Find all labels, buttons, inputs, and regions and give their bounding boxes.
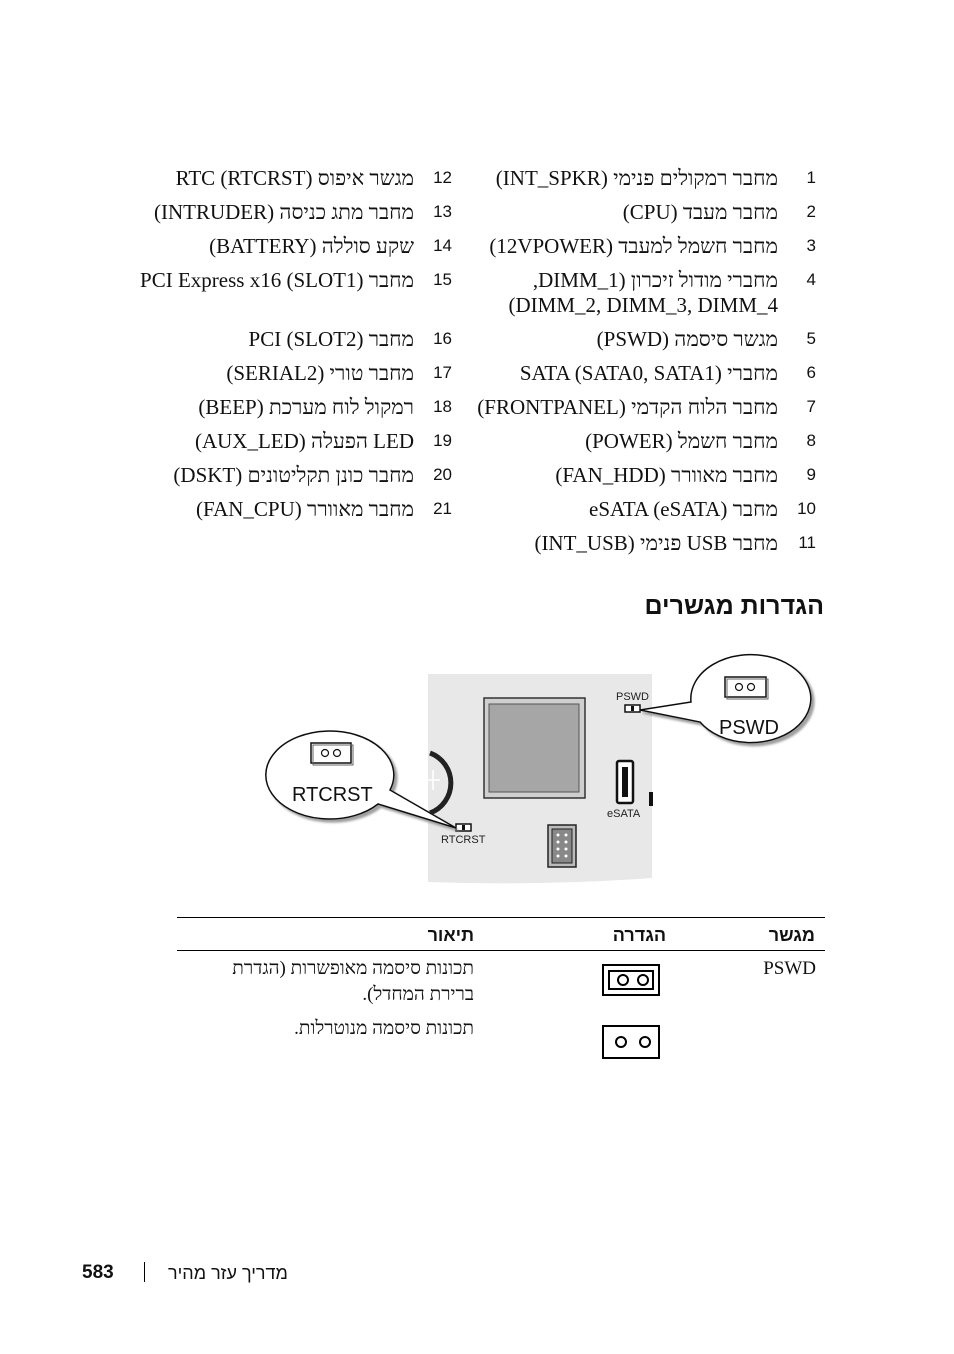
list-item (90, 234, 452, 264)
connector-label: מחבר טורי (SERIAL2) (226, 361, 414, 385)
connector-label: מגשר סיסמה (PSWD) (596, 327, 778, 351)
connector-number: 14 (433, 236, 452, 255)
page-number: 583 (82, 1262, 114, 1283)
section-heading: הגדרות מגשרים (644, 592, 824, 620)
description-line: ברירת המחדל). (362, 984, 474, 1005)
connector-number: 15 (433, 270, 452, 289)
pswd-board-label: PSWD (616, 691, 649, 703)
connector-label-continued: DIMM_2, DIMM_3, DIMM_4) (508, 293, 778, 317)
jumper-name: PSWD (763, 958, 816, 979)
connector-label: מחבר חשמל למעבד (12VPOWER) (489, 234, 778, 258)
connector-number: 12 (433, 168, 452, 187)
processor-socket-icon (484, 698, 585, 798)
connector-number: 5 (806, 329, 816, 348)
connector-label: מחברי מודול זיכרון (DIMM_1, (532, 268, 778, 292)
list-item (90, 268, 452, 298)
connector-number: 7 (806, 397, 816, 416)
header-jumper: מגשר (768, 925, 815, 945)
setting-description (294, 1016, 474, 1042)
connector-label: מחבר PCI Express x16 (SLOT1) (140, 268, 414, 292)
connector-label: מחבר מאוורר (FAN_CPU) (195, 497, 414, 521)
list-item (460, 497, 820, 527)
table-header-rule (177, 950, 825, 951)
list-item (460, 429, 820, 459)
header-description: תיאור (427, 925, 474, 945)
connector-label: רמקול לוח מערכת (BEEP) (198, 395, 414, 419)
connector-number: 9 (806, 465, 816, 484)
pswd-callout-jumper-icon (725, 677, 768, 699)
connector-number: 4 (806, 270, 816, 289)
connector-number: 8 (806, 431, 816, 450)
list-item (460, 361, 820, 391)
connector-label: מחבר USB פנימי (INT_USB) (534, 531, 778, 555)
connector-label: מחבר מתג כניסה (INTRUDER) (153, 200, 414, 224)
connector-label: שקע סוללה (BATTERY) (209, 234, 414, 258)
rtcrst-callout-label: RTCRST (292, 784, 373, 806)
description-line: תכונות סיסמה מאופשרות (הגדרת (232, 958, 474, 979)
connector-label: מחברי SATA (SATA0, SATA1) (519, 361, 778, 385)
setting-description (232, 956, 474, 1008)
connector-label: מחבר מאוורר (FAN_HDD) (555, 463, 778, 487)
list-item (90, 429, 452, 459)
pswd-callout-label: PSWD (719, 717, 779, 739)
description-line: תכונות סיסמה מנוטרלות. (294, 1018, 474, 1039)
list-item (460, 200, 820, 230)
connector-label: מחבר רמקולים פנימי (INT_SPKR) (495, 166, 778, 190)
jumpered-setting-icon (602, 964, 660, 996)
connector-number: 10 (797, 499, 816, 518)
list-item (460, 234, 820, 264)
connector-label: מגשר איפוס RTC (RTCRST) (175, 166, 414, 190)
esata-label: eSATA (607, 808, 641, 820)
list-item (90, 361, 452, 391)
footer-divider (144, 1262, 145, 1282)
list-item (460, 531, 820, 561)
connector-number: 19 (433, 431, 452, 450)
open-setting-icon (602, 1025, 660, 1059)
header-setting: הגדרה (612, 925, 666, 945)
list-item (90, 497, 452, 527)
connector-number: 2 (806, 202, 816, 221)
list-item (90, 463, 452, 493)
connector-number: 1 (806, 168, 816, 187)
connector-label: מחבר כונן תקליטונים (DSKT) (173, 463, 414, 487)
connector-number: 21 (433, 499, 452, 518)
jumper-location-diagram (0, 640, 954, 900)
list-item (460, 268, 820, 324)
connector-number: 17 (433, 363, 452, 382)
connector-label: LED הפעלה (AUX_LED) (194, 429, 414, 453)
list-item (460, 166, 820, 196)
connector-number: 6 (806, 363, 816, 382)
list-item (90, 166, 452, 196)
connector-number: 13 (433, 202, 452, 221)
list-item (90, 327, 452, 357)
connector-label: מחבר PCI (SLOT2) (248, 327, 414, 351)
connector-number: 16 (433, 329, 452, 348)
list-item (460, 463, 820, 493)
footer-title: מדריך עזר מהיר (168, 1263, 288, 1283)
connector-label: מחבר חשמל (POWER) (585, 429, 778, 453)
connector-number: 18 (433, 397, 452, 416)
connector-number: 11 (798, 533, 816, 552)
rtcrst-callout-jumper-icon (311, 743, 353, 765)
connector-number: 20 (433, 465, 452, 484)
list-item (460, 395, 820, 425)
connector-number: 3 (806, 236, 816, 255)
connector-label: מחבר מעבד (CPU) (622, 200, 778, 224)
list-item (90, 200, 452, 230)
esata-connector-icon (617, 761, 633, 803)
list-item (90, 395, 452, 425)
table-top-rule (177, 917, 825, 918)
connector-label: מחבר הלוח הקדמי (FRONTPANEL) (477, 395, 778, 419)
internal-usb-header-icon (548, 825, 576, 867)
list-item (460, 327, 820, 357)
rtcrst-board-label: RTCRST (441, 834, 486, 846)
connector-label: מחבר eSATA (eSATA) (589, 497, 778, 521)
